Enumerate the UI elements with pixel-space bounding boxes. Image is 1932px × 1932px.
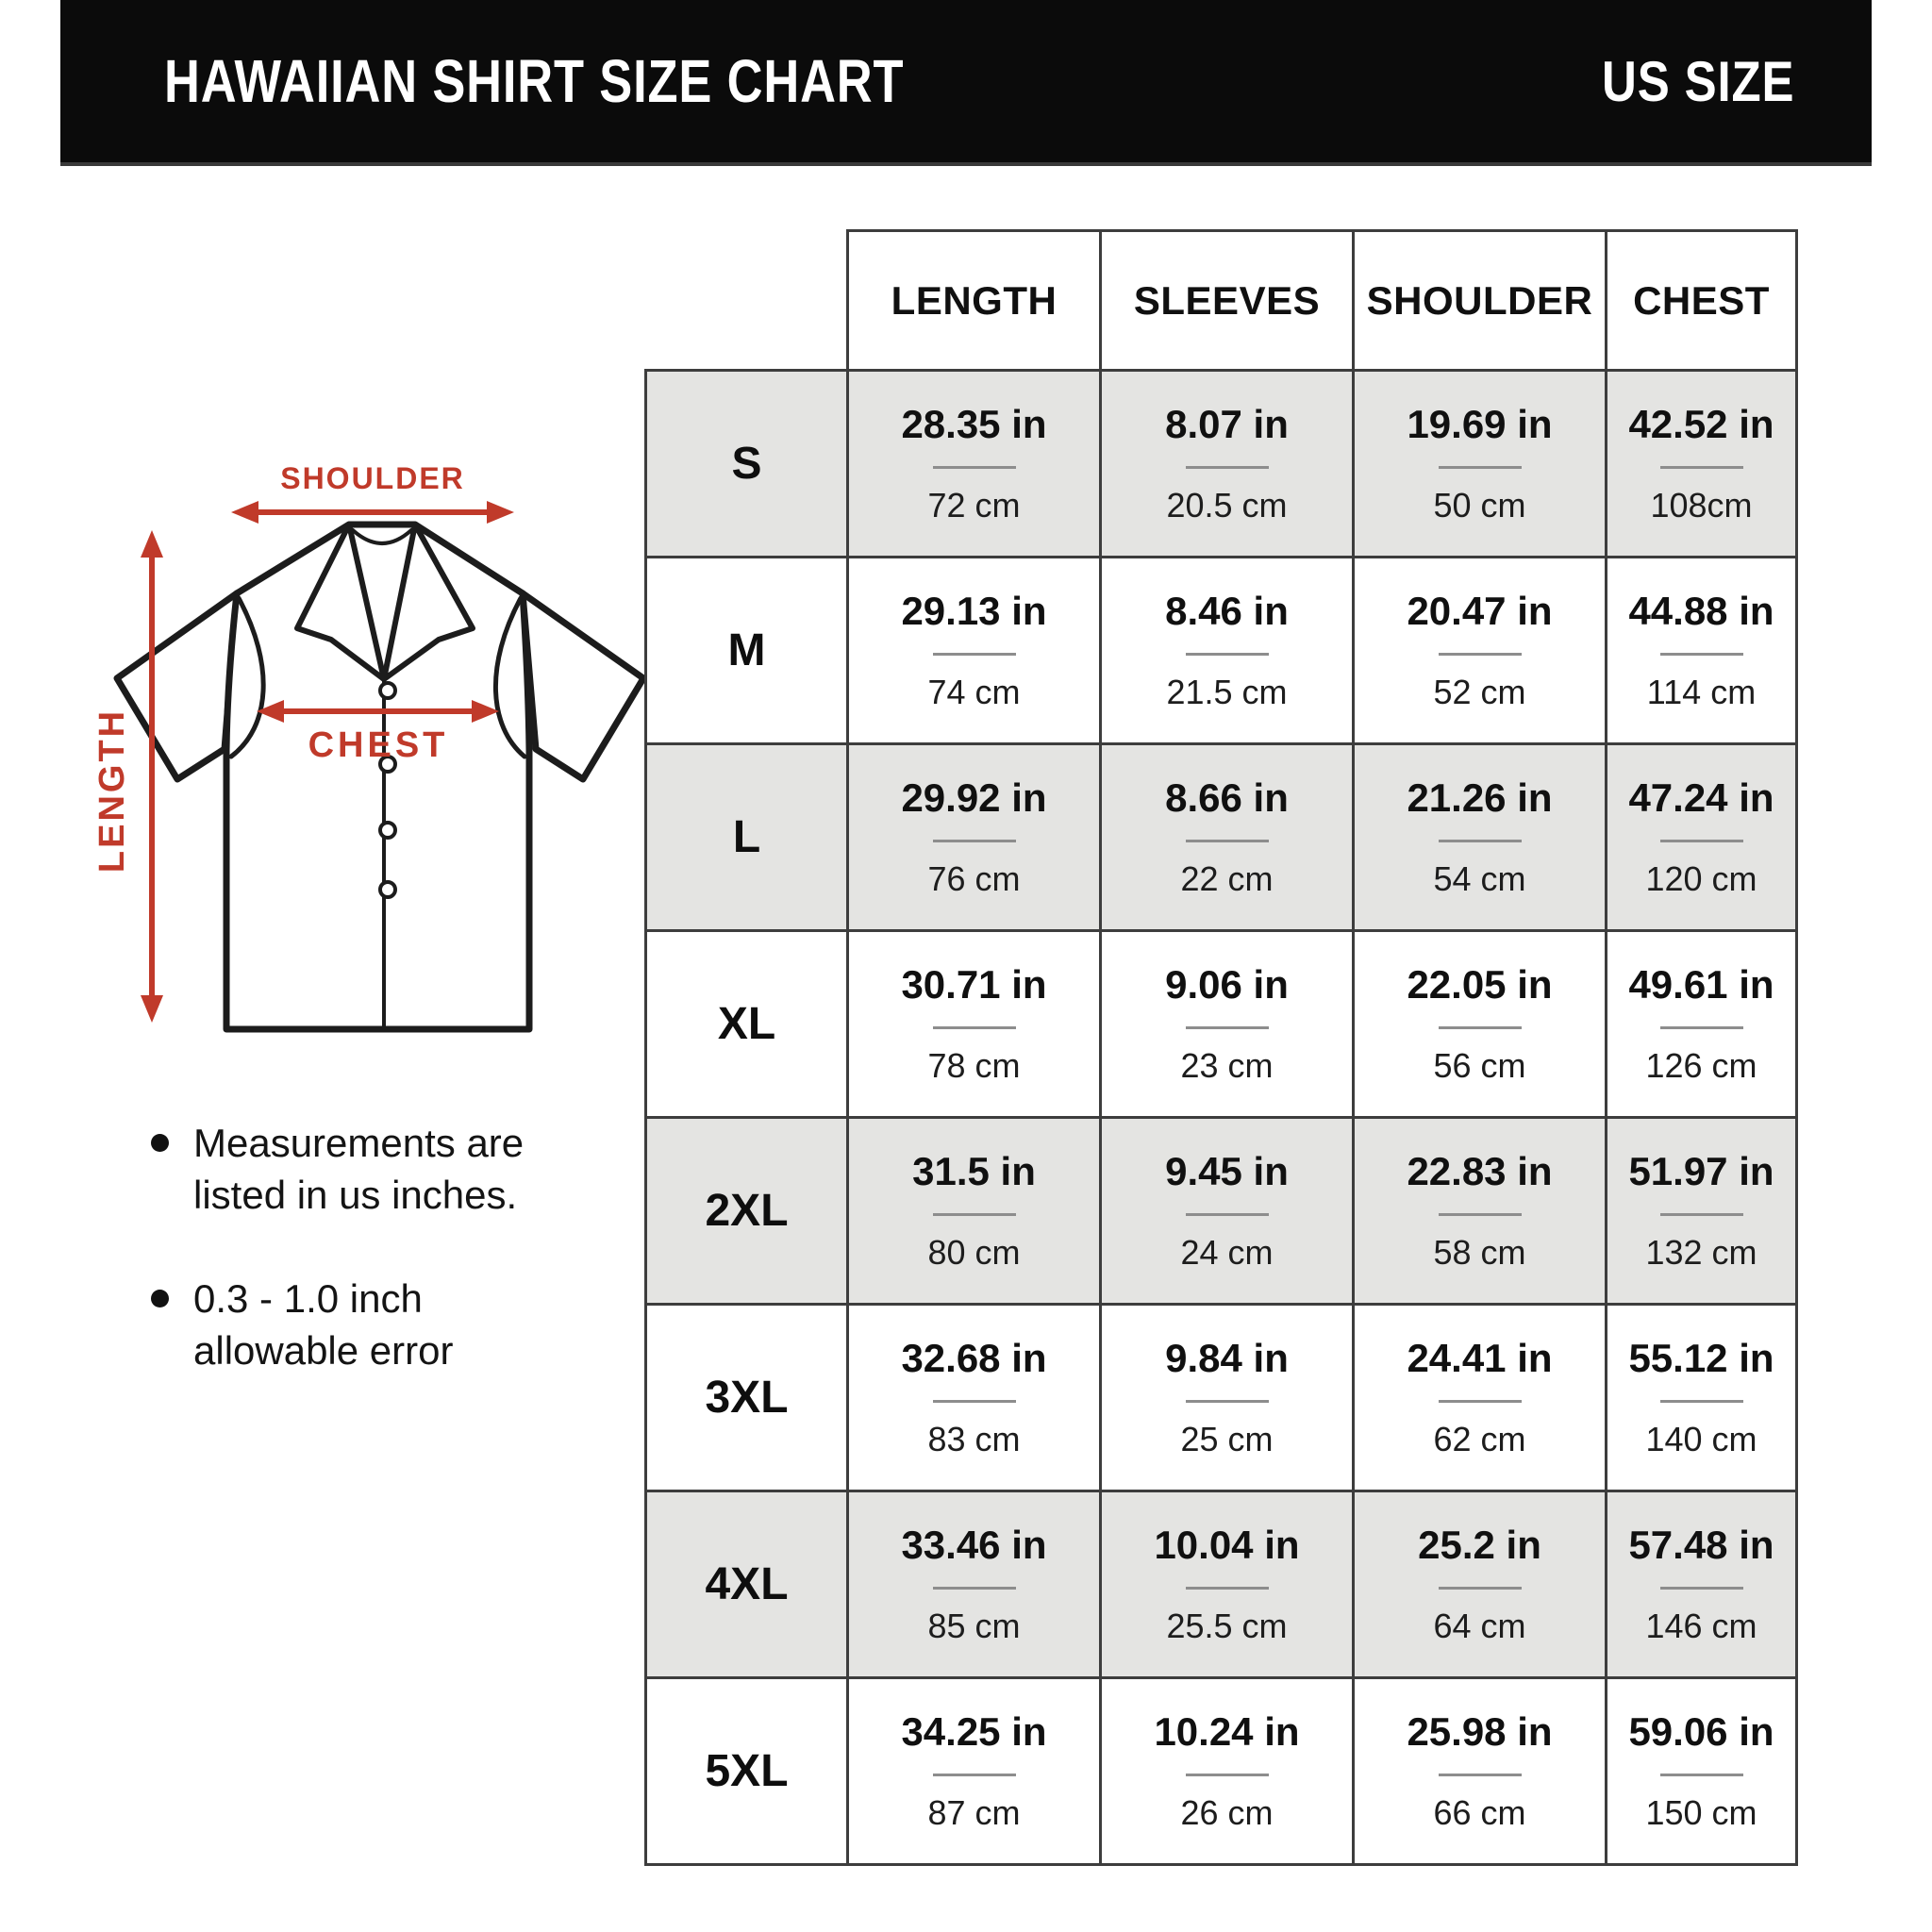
inches-value: 57.48 in [1628,1523,1774,1567]
shoulder-dimension-label: SHOULDER [280,461,465,495]
table-row [646,558,1797,744]
cm-value: 64 cm [1433,1607,1526,1645]
inches-value: 47.24 in [1628,775,1774,820]
page-title: HAWAIIAN SHIRT SIZE CHART [164,47,905,115]
measurement-cell [1101,1118,1354,1305]
cm-value: 58 cm [1433,1233,1526,1272]
cm-value: 140 cm [1645,1420,1757,1458]
value-divider [1660,1774,1743,1776]
value-divider [1439,1026,1522,1029]
cm-value: 146 cm [1645,1607,1757,1645]
inches-value: 9.45 in [1165,1149,1289,1193]
cm-value: 74 cm [927,673,1021,711]
measurement-cell [848,1118,1101,1305]
measurement-cell [848,744,1101,931]
shirt-body-outline [226,525,529,1029]
value-divider [1186,1587,1269,1590]
measurement-cell [848,1678,1101,1865]
size-label: XL [646,931,848,1118]
inches-value: 29.13 in [901,589,1047,633]
cm-value: 85 cm [927,1607,1021,1645]
button-icon [380,683,395,698]
note-item [151,1274,594,1376]
inches-value: 24.41 in [1407,1336,1553,1380]
measurement-cell [1354,1305,1607,1491]
table-row [646,1118,1797,1305]
inches-value: 29.92 in [901,775,1047,820]
inches-value: 42.52 in [1628,402,1774,446]
value-divider [1186,653,1269,656]
cm-value: 62 cm [1433,1420,1526,1458]
inches-value: 49.61 in [1628,962,1774,1007]
value-divider [1186,840,1269,842]
measurement-cell [1101,931,1354,1118]
size-label: S [646,371,848,558]
inches-value: 22.05 in [1407,962,1553,1007]
button-icon [380,823,395,838]
value-divider [1186,466,1269,469]
value-divider [1660,466,1743,469]
size-label: 3XL [646,1305,848,1491]
inches-value: 32.68 in [901,1336,1047,1380]
value-divider [1439,653,1522,656]
cm-value: 22 cm [1180,859,1274,898]
inches-value: 25.2 in [1418,1523,1541,1567]
inches-value: 44.88 in [1628,589,1774,633]
cm-value: 23 cm [1180,1046,1274,1085]
value-divider [933,1400,1016,1403]
measurement-cell [848,931,1101,1118]
table-row [646,931,1797,1118]
cm-value: 50 cm [1433,486,1526,525]
value-divider [1186,1774,1269,1776]
cm-value: 25 cm [1180,1420,1274,1458]
bullet-icon [151,1290,169,1307]
cm-value: 52 cm [1433,673,1526,711]
measurement-cell [1607,744,1797,931]
table-header-row [646,231,1797,371]
measurement-cell [848,1305,1101,1491]
value-divider [1660,1400,1743,1403]
value-divider [1439,840,1522,842]
size-label: M [646,558,848,744]
table-row [646,371,1797,558]
inches-value: 21.26 in [1407,775,1553,820]
cm-value: 150 cm [1645,1793,1757,1832]
measurement-cell [1354,1118,1607,1305]
size-label: 2XL [646,1118,848,1305]
notes-list [151,1118,594,1429]
inches-value: 22.83 in [1407,1149,1553,1193]
length-dimension-label: LENGTH [92,708,132,874]
inches-value: 28.35 in [901,402,1047,446]
measurement-cell [1607,931,1797,1118]
value-divider [1660,653,1743,656]
corner-cell [646,231,848,371]
value-divider [933,466,1016,469]
inches-value: 59.06 in [1628,1709,1774,1754]
size-label: L [646,744,848,931]
measurement-cell [1101,744,1354,931]
cm-value: 126 cm [1645,1046,1757,1085]
measurement-cell [1607,1491,1797,1678]
measurement-cell [1607,1305,1797,1491]
inches-value: 55.12 in [1628,1336,1774,1380]
bullet-icon [151,1134,169,1152]
button-icon [380,882,395,897]
value-divider [1660,840,1743,842]
inches-value: 10.24 in [1154,1709,1300,1754]
value-divider [933,653,1016,656]
value-divider [1660,1587,1743,1590]
measurement-cell [1354,1491,1607,1678]
value-divider [933,1587,1016,1590]
measurement-cell [1101,371,1354,558]
chest-dimension-label: CHEST [308,725,449,765]
column-header-shoulder: SHOULDER [1354,231,1607,371]
header-bar [60,0,1872,166]
cm-value: 20.5 cm [1166,486,1288,525]
measurement-cell [1607,1118,1797,1305]
value-divider [1186,1400,1269,1403]
inches-value: 20.47 in [1407,589,1553,633]
cm-value: 21.5 cm [1166,673,1288,711]
inches-value: 33.46 in [901,1523,1047,1567]
value-divider [1186,1026,1269,1029]
right-sleeve [523,593,643,779]
size-chart-table [644,229,1798,1866]
value-divider [1660,1026,1743,1029]
table-row [646,1305,1797,1491]
cm-value: 54 cm [1433,859,1526,898]
inches-value: 8.07 in [1165,402,1289,446]
value-divider [1660,1213,1743,1216]
measurement-cell [1101,1678,1354,1865]
shoulder-arrow [231,501,514,524]
measurement-cell [1101,1305,1354,1491]
inches-value: 51.97 in [1628,1149,1774,1193]
cm-value: 25.5 cm [1166,1607,1288,1645]
inches-value: 8.66 in [1165,775,1289,820]
value-divider [933,1026,1016,1029]
measurement-cell [1101,1491,1354,1678]
inches-value: 25.98 in [1407,1709,1553,1754]
note-item [151,1118,594,1221]
value-divider [1439,466,1522,469]
value-divider [933,1774,1016,1776]
size-label: 4XL [646,1491,848,1678]
value-divider [933,1213,1016,1216]
table-row [646,1491,1797,1678]
inches-value: 9.84 in [1165,1336,1289,1380]
cm-value: 56 cm [1433,1046,1526,1085]
cm-value: 87 cm [927,1793,1021,1832]
value-divider [1439,1774,1522,1776]
measurement-cell [848,558,1101,744]
shirt-measurement-diagram [90,443,656,1066]
measurement-cell [1607,1678,1797,1865]
cm-value: 83 cm [927,1420,1021,1458]
column-header-length: LENGTH [848,231,1101,371]
measurement-cell [848,371,1101,558]
cm-value: 66 cm [1433,1793,1526,1832]
cm-value: 114 cm [1646,673,1757,711]
cm-value: 80 cm [927,1233,1021,1272]
cm-value: 120 cm [1645,859,1757,898]
cm-value: 26 cm [1180,1793,1274,1832]
column-header-chest: CHEST [1607,231,1797,371]
size-label: 5XL [646,1678,848,1865]
inches-value: 34.25 in [901,1709,1047,1754]
column-header-sleeves: SLEEVES [1101,231,1354,371]
cm-value: 132 cm [1645,1233,1757,1272]
note-text: Measurements are listed in us inches. [193,1121,525,1217]
table-row [646,1678,1797,1865]
measurement-cell [1354,558,1607,744]
size-standard-label: US SIZE [1601,49,1794,113]
table-row [646,744,1797,931]
cm-value: 78 cm [927,1046,1021,1085]
measurement-cell [1354,931,1607,1118]
cm-value: 24 cm [1180,1233,1274,1272]
cm-value: 76 cm [927,859,1021,898]
cm-value: 72 cm [927,486,1021,525]
measurement-cell [848,1491,1101,1678]
measurement-cell [1607,558,1797,744]
note-text: 0.3 - 1.0 inch allowable error [193,1276,454,1373]
inches-value: 31.5 in [912,1149,1036,1193]
left-sleeve [117,593,237,779]
inches-value: 19.69 in [1407,402,1553,446]
inches-value: 9.06 in [1165,962,1289,1007]
inches-value: 10.04 in [1154,1523,1300,1567]
value-divider [1186,1213,1269,1216]
length-arrow [141,530,163,1023]
measurement-cell [1354,1678,1607,1865]
value-divider [933,840,1016,842]
value-divider [1439,1587,1522,1590]
measurement-cell [1607,371,1797,558]
measurement-cell [1354,744,1607,931]
measurement-cell [1354,371,1607,558]
inches-value: 30.71 in [901,962,1047,1007]
cm-value: 108cm [1650,486,1753,525]
measurement-cell [1101,558,1354,744]
inches-value: 8.46 in [1165,589,1289,633]
value-divider [1439,1213,1522,1216]
value-divider [1439,1400,1522,1403]
